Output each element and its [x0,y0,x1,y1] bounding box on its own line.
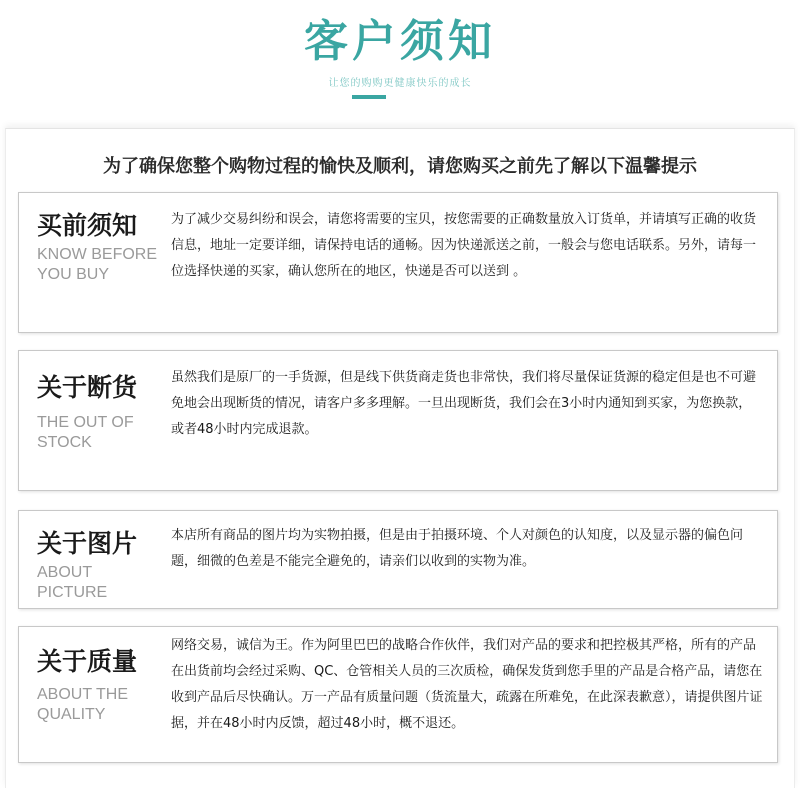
card-title-en [37,685,128,725]
notice-card-out-of-stock [18,350,778,491]
card-heading [19,627,164,762]
card-title-en [37,245,157,285]
card-title-en [37,563,107,603]
page-title: 客户须知 [304,16,496,67]
card-title-en-line2: QUALITY [37,706,106,723]
card-title-en-line2: PICTURE [37,584,108,601]
card-title-en-line1: ABOUT THE [37,686,128,703]
card-title-cn: 买前须知 [37,211,138,240]
title-underline-bar [352,95,386,99]
card-title-cn: 关于断货 [37,373,138,402]
card-heading [19,511,164,608]
intro-text: 为了确保您整个购物过程的愉快及顺利，请您购买之前先了解以下温馨提示 [103,156,697,177]
card-title-en-line1: ABOUT [37,564,93,581]
card-text: 为了减少交易纠纷和误会，请您将需要的宝贝，按您需要的正确数量放入订货单，并请填写正确的收货信息，地址一定要详细，请保持电话的通畅。因为快递派送之前，一般会与您电话联系。另外，请每一位选择快递的买家，确认您所在的地区，快递是否可以送到 。 [171,212,757,279]
card-title-en-line1: KNOW BEFORE [37,246,158,263]
card-text: 网络交易，诚信为王。作为阿里巴巴的战略合作伙伴，我们对产品的要求和把控极其严格，所有的产品在出货前均会经过采购、QC、仓管相关人员的三次质检，确保发货到您手里的产品是合格产品，请您在收到产品后尽快确认。万一产品有质量问题（货流量大，疏露在所难免，在此深表歉意），请提供图片证据，并在48小时内反馈，超过48小时，概不退还。 [171,638,763,731]
card-title-cn: 关于图片 [37,529,138,558]
card-title-en-line2: STOCK [37,434,92,451]
card-title-en [37,413,134,453]
card-text: 虽然我们是原厂的一手货源，但是线下供货商走货也非常快，我们将尽量保证货源的稳定但是也不可避免地会出现断货的情况，请客户多多理解。一旦出现断货，我们会在3小时内通知到买家，为您换款，或者48小时内完成退款。 [171,370,757,437]
card-heading [19,193,164,332]
notice-card-about-picture [18,510,778,609]
card-heading [19,351,164,490]
page-subtitle: 让您的购购更健康快乐的成长 [328,78,472,89]
card-title-en-line2: YOU BUY [37,266,110,283]
card-text: 本店所有商品的图片均为实物拍摄，但是由于拍摄环境、个人对颜色的认知度，以及显示器的偏色问题，细微的色差是不能完全避免的，请亲们以收到的实物为准。 [171,528,744,569]
page-header [0,0,800,128]
card-title-en-line1: THE OUT OF [37,414,134,431]
notice-card-before-buy [18,192,778,333]
card-title-cn: 关于质量 [37,647,138,676]
notice-card-about-quality [18,626,778,763]
